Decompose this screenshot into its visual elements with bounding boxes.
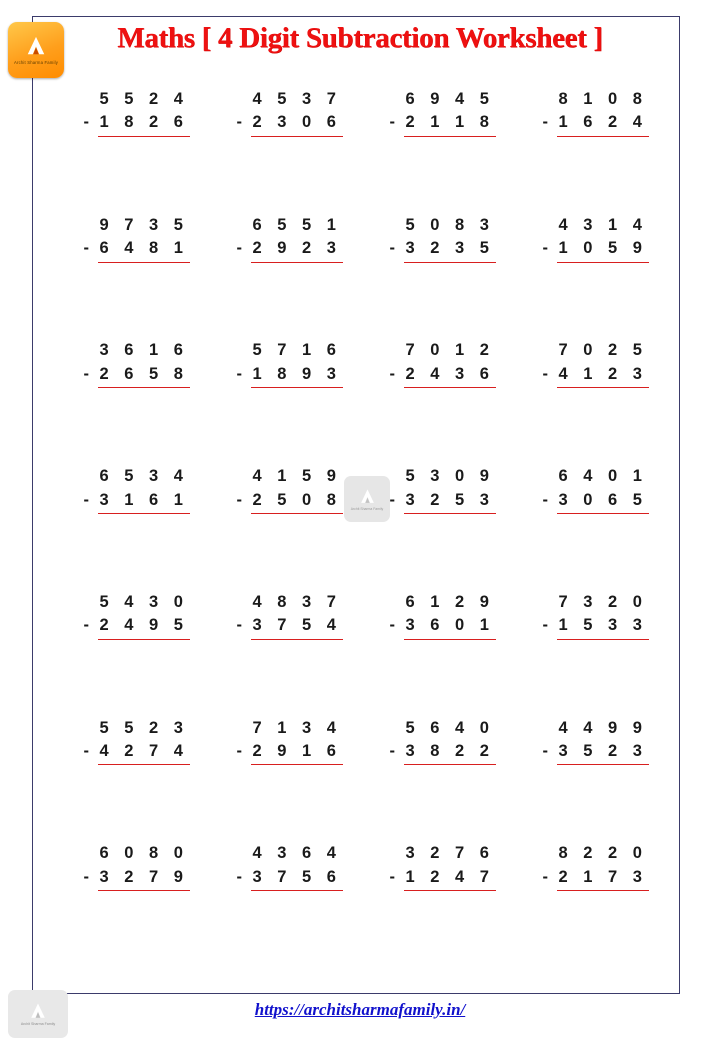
problem-item — [519, 333, 672, 459]
operator-spacer — [543, 214, 559, 237]
subtrahend-row — [236, 363, 344, 386]
problem-item — [366, 711, 519, 837]
minuend-row — [83, 717, 191, 740]
minuend-row — [236, 214, 344, 237]
operator-spacer — [543, 339, 559, 362]
minuend: 6 5 5 1 — [252, 215, 342, 234]
subtrahend: 4 1 2 3 — [558, 364, 648, 383]
operator: - — [236, 616, 243, 635]
answer-rule — [404, 639, 497, 640]
answer-rule — [251, 764, 344, 765]
operator: - — [389, 867, 396, 886]
problem-item — [60, 333, 213, 459]
subtrahend-row — [389, 237, 497, 260]
subtrahend-row — [389, 866, 497, 889]
operator-spacer — [84, 214, 100, 237]
answer-rule — [251, 639, 344, 640]
operator-spacer — [237, 842, 253, 865]
minuend: 8 2 2 0 — [558, 844, 648, 863]
minuend: 5 0 8 3 — [405, 215, 495, 234]
answer-rule — [557, 764, 650, 765]
operator-spacer — [84, 842, 100, 865]
problem-item — [366, 585, 519, 711]
operator: - — [83, 616, 90, 635]
minuend-row — [389, 842, 497, 865]
minuend: 4 5 3 7 — [252, 90, 342, 108]
minuend: 5 4 3 0 — [99, 592, 189, 611]
subtrahend-row — [542, 489, 650, 512]
answer-rule — [251, 262, 344, 263]
operator-spacer — [543, 465, 559, 488]
problem-item — [213, 208, 366, 334]
problem-item — [519, 459, 672, 585]
minuend: 9 7 3 5 — [99, 215, 189, 234]
answer-rule — [404, 387, 497, 388]
operator-spacer — [237, 88, 253, 111]
minuend: 6 4 0 1 — [558, 467, 648, 486]
minuend-row — [236, 717, 344, 740]
minuend-row — [83, 88, 191, 111]
minuend-row — [542, 842, 650, 865]
subtrahend: 2 4 9 5 — [99, 616, 189, 635]
minuend: 5 7 1 6 — [252, 341, 342, 360]
subtrahend-row — [389, 111, 497, 134]
subtrahend: 3 0 6 5 — [558, 490, 648, 509]
answer-rule — [557, 136, 650, 137]
subtrahend-row — [83, 489, 191, 512]
subtrahend: 2 1 7 3 — [558, 867, 648, 886]
brand-logo-top — [8, 22, 64, 78]
subtrahend: 3 8 2 2 — [405, 741, 495, 760]
operator-spacer — [390, 339, 406, 362]
subtrahend: 2 3 0 6 — [252, 113, 342, 132]
operator: - — [83, 239, 90, 258]
problem-item — [519, 711, 672, 837]
minuend: 6 5 3 4 — [99, 467, 189, 486]
operator: - — [236, 867, 243, 886]
operator: - — [542, 741, 549, 760]
problem-item — [60, 459, 213, 585]
problem-item — [213, 711, 366, 837]
answer-rule — [404, 890, 497, 891]
minuend-row — [389, 214, 497, 237]
answer-rule — [251, 513, 344, 514]
problem-item — [366, 459, 519, 585]
subtrahend: 2 1 1 8 — [405, 113, 495, 132]
minuend: 6 9 4 5 — [405, 90, 495, 108]
answer-rule — [98, 262, 191, 263]
subtrahend: 3 2 7 9 — [99, 867, 189, 886]
answer-rule — [557, 639, 650, 640]
answer-rule — [98, 513, 191, 514]
problem-item — [366, 836, 519, 962]
operator: - — [236, 741, 243, 760]
problem-item — [213, 585, 366, 711]
operator-spacer — [237, 465, 253, 488]
answer-rule — [98, 890, 191, 891]
minuend-row — [236, 842, 344, 865]
subtrahend-row — [83, 614, 191, 637]
minuend-row — [542, 465, 650, 488]
problem-item — [519, 585, 672, 711]
operator-spacer — [84, 591, 100, 614]
subtrahend-row — [83, 866, 191, 889]
subtrahend-row — [542, 111, 650, 134]
problem-item — [366, 82, 519, 208]
operator-spacer — [84, 717, 100, 740]
operator-spacer — [390, 591, 406, 614]
answer-rule — [251, 387, 344, 388]
operator: - — [542, 490, 549, 509]
operator-spacer — [543, 717, 559, 740]
minuend: 7 1 3 4 — [252, 718, 342, 737]
minuend-row — [542, 214, 650, 237]
minuend-row — [389, 591, 497, 614]
title-bar — [0, 16, 720, 60]
operator: - — [389, 113, 396, 132]
operator: - — [389, 616, 396, 635]
operator: - — [389, 490, 396, 509]
minuend-row — [236, 465, 344, 488]
minuend: 6 0 8 0 — [99, 844, 189, 863]
answer-rule — [98, 387, 191, 388]
operator: - — [236, 113, 243, 132]
problem-item — [213, 459, 366, 585]
answer-rule — [557, 262, 650, 263]
operator-spacer — [390, 465, 406, 488]
problem-item — [366, 208, 519, 334]
operator-spacer — [237, 214, 253, 237]
archit-logo-icon — [25, 35, 47, 57]
subtrahend: 3 6 0 1 — [405, 616, 495, 635]
operator: - — [236, 364, 243, 383]
subtrahend-row — [389, 489, 497, 512]
minuend: 7 3 2 0 — [558, 592, 648, 611]
minuend-row — [542, 88, 650, 111]
operator: - — [389, 741, 396, 760]
operator: - — [542, 364, 549, 383]
operator: - — [542, 867, 549, 886]
subtrahend: 1 8 9 3 — [252, 364, 342, 383]
subtrahend-row — [389, 363, 497, 386]
operator: - — [542, 239, 549, 258]
answer-rule — [404, 136, 497, 137]
subtrahend-row — [83, 740, 191, 763]
subtrahend: 3 2 5 3 — [405, 490, 495, 509]
subtrahend: 3 1 6 1 — [99, 490, 189, 509]
minuend: 4 1 5 9 — [252, 467, 342, 486]
minuend: 5 5 2 3 — [99, 718, 189, 737]
problems-grid — [60, 82, 672, 962]
brand-watermark — [344, 476, 390, 522]
operator-spacer — [543, 842, 559, 865]
operator-spacer — [84, 88, 100, 111]
subtrahend-row — [236, 614, 344, 637]
operator: - — [83, 741, 90, 760]
subtrahend: 3 5 2 3 — [558, 741, 648, 760]
subtrahend: 6 4 8 1 — [99, 239, 189, 258]
minuend-row — [542, 339, 650, 362]
subtrahend: 2 6 5 8 — [99, 364, 189, 383]
minuend: 3 2 7 6 — [405, 844, 495, 863]
minuend: 5 5 2 4 — [99, 90, 189, 108]
minuend-row — [389, 717, 497, 740]
minuend-row — [83, 339, 191, 362]
website-link[interactable]: https://architsharmafamily.in/ — [254, 1000, 466, 1019]
minuend-row — [542, 591, 650, 614]
subtrahend: 3 7 5 4 — [252, 616, 342, 635]
problem-item — [60, 585, 213, 711]
answer-rule — [98, 764, 191, 765]
minuend: 4 8 3 7 — [252, 592, 342, 611]
minuend: 8 1 0 8 — [558, 90, 648, 108]
answer-rule — [404, 513, 497, 514]
answer-rule — [557, 890, 650, 891]
operator-spacer — [390, 717, 406, 740]
problem-item — [60, 711, 213, 837]
subtrahend-row — [83, 111, 191, 134]
operator-spacer — [390, 214, 406, 237]
subtrahend: 1 8 2 6 — [99, 113, 189, 132]
problem-item — [213, 82, 366, 208]
subtrahend-row — [542, 866, 650, 889]
operator-spacer — [390, 88, 406, 111]
minuend-row — [83, 465, 191, 488]
brand-caption-bottom: Archit Sharma Family — [20, 1022, 56, 1026]
minuend: 5 3 0 9 — [405, 467, 495, 486]
minuend-row — [236, 591, 344, 614]
subtrahend-row — [389, 614, 497, 637]
operator-spacer — [390, 842, 406, 865]
problem-item — [213, 836, 366, 962]
minuend: 7 0 2 5 — [558, 341, 648, 360]
operator: - — [83, 113, 90, 132]
subtrahend-row — [389, 740, 497, 763]
subtrahend-row — [236, 489, 344, 512]
minuend: 4 3 1 4 — [558, 215, 648, 234]
problem-item — [60, 836, 213, 962]
operator: - — [236, 490, 243, 509]
answer-rule — [404, 262, 497, 263]
problem-item — [213, 333, 366, 459]
answer-rule — [251, 136, 344, 137]
subtrahend-row — [83, 237, 191, 260]
operator: - — [83, 867, 90, 886]
subtrahend-row — [236, 111, 344, 134]
minuend: 4 3 6 4 — [252, 844, 342, 863]
operator: - — [83, 364, 90, 383]
operator-spacer — [237, 591, 253, 614]
subtrahend: 1 5 3 3 — [558, 616, 648, 635]
subtrahend: 2 5 0 8 — [252, 490, 342, 509]
minuend: 4 4 9 9 — [558, 718, 648, 737]
subtrahend: 2 4 3 6 — [405, 364, 495, 383]
subtrahend: 4 2 7 4 — [99, 741, 189, 760]
problem-item — [519, 208, 672, 334]
operator-spacer — [543, 88, 559, 111]
brand-caption-top: Archit Sharma Family — [13, 60, 59, 65]
subtrahend: 1 0 5 9 — [558, 239, 648, 258]
subtrahend: 1 6 2 4 — [558, 113, 648, 132]
answer-rule — [98, 136, 191, 137]
minuend: 6 1 2 9 — [405, 592, 495, 611]
minuend-row — [83, 842, 191, 865]
minuend-row — [389, 339, 497, 362]
answer-rule — [557, 387, 650, 388]
subtrahend-row — [236, 866, 344, 889]
problem-item — [519, 82, 672, 208]
problem-item — [519, 836, 672, 962]
subtrahend-row — [236, 740, 344, 763]
archit-logo-icon — [359, 488, 376, 505]
problem-item — [366, 333, 519, 459]
minuend-row — [389, 465, 497, 488]
minuend: 5 6 4 0 — [405, 718, 495, 737]
subtrahend: 2 9 2 3 — [252, 239, 342, 258]
minuend-row — [389, 88, 497, 111]
subtrahend-row — [542, 237, 650, 260]
answer-rule — [404, 764, 497, 765]
problem-item — [60, 208, 213, 334]
minuend-row — [236, 88, 344, 111]
operator-spacer — [84, 465, 100, 488]
minuend-row — [83, 591, 191, 614]
operator: - — [389, 239, 396, 258]
subtrahend-row — [83, 363, 191, 386]
minuend-row — [83, 214, 191, 237]
minuend: 3 6 1 6 — [99, 341, 189, 360]
minuend-row — [542, 717, 650, 740]
operator: - — [236, 239, 243, 258]
subtrahend: 1 2 4 7 — [405, 867, 495, 886]
minuend-row — [236, 339, 344, 362]
page-title: Maths [ 4 Digit Subtraction Worksheet ] — [117, 21, 603, 54]
subtrahend: 2 9 1 6 — [252, 741, 342, 760]
operator: - — [83, 490, 90, 509]
subtrahend: 3 7 5 6 — [252, 867, 342, 886]
subtrahend-row — [542, 363, 650, 386]
answer-rule — [251, 890, 344, 891]
operator: - — [389, 364, 396, 383]
operator-spacer — [84, 339, 100, 362]
minuend: 7 0 1 2 — [405, 341, 495, 360]
problem-item — [60, 82, 213, 208]
answer-rule — [557, 513, 650, 514]
operator-spacer — [237, 717, 253, 740]
subtrahend-row — [236, 237, 344, 260]
subtrahend: 3 2 3 5 — [405, 239, 495, 258]
brand-caption-watermark: Archit Sharma Family — [350, 506, 384, 511]
subtrahend-row — [542, 614, 650, 637]
subtrahend-row — [542, 740, 650, 763]
operator-spacer — [237, 339, 253, 362]
footer — [0, 1000, 720, 1020]
operator: - — [542, 113, 549, 132]
operator: - — [542, 616, 549, 635]
answer-rule — [98, 639, 191, 640]
operator-spacer — [543, 591, 559, 614]
